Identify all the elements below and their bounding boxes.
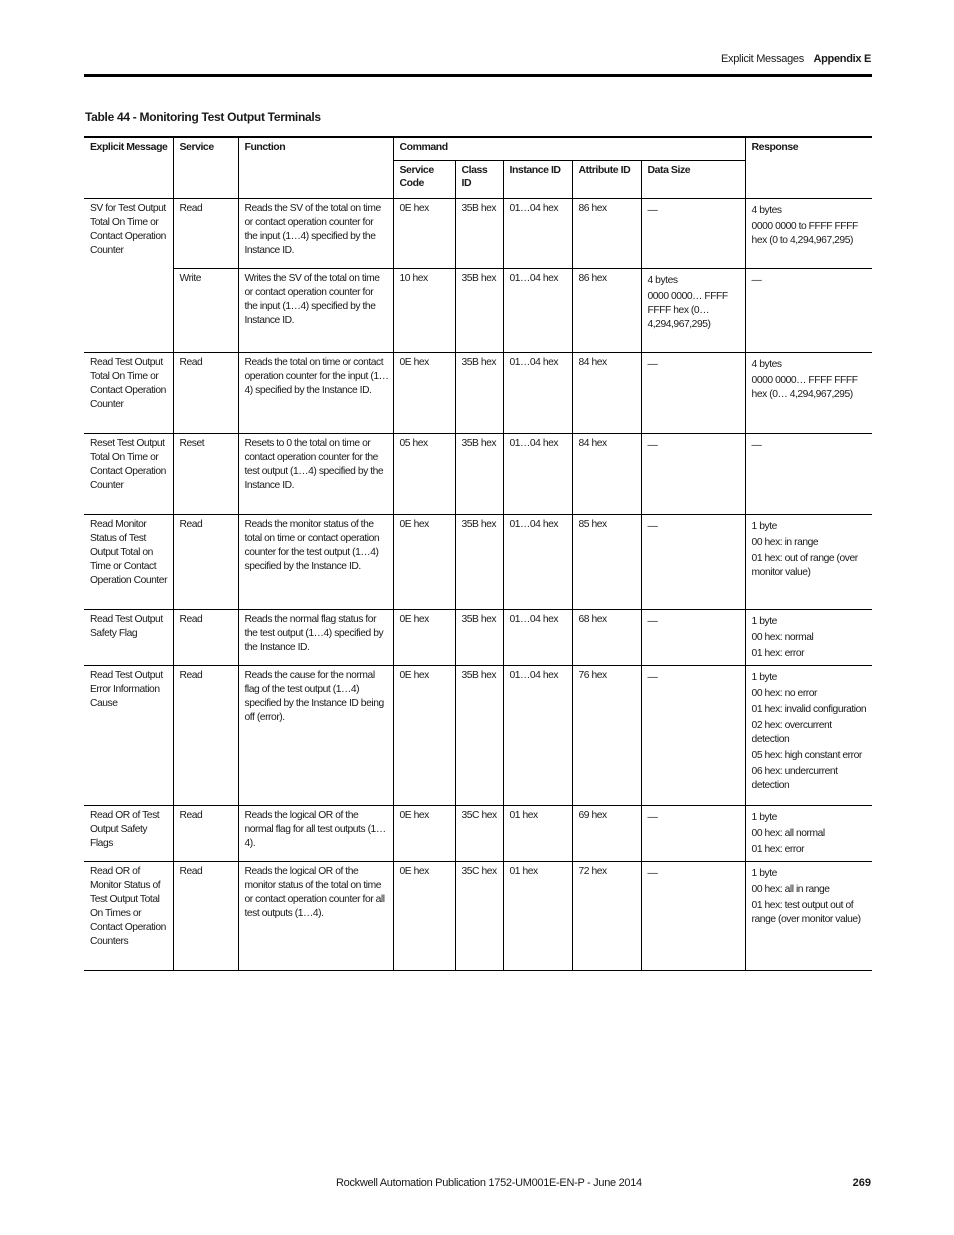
header-response: Response — [745, 137, 872, 199]
cell-data-size — [641, 269, 745, 353]
cell-response — [745, 862, 872, 971]
cell-explicit-message: Read Test Output Safety Flag — [84, 610, 173, 666]
cell-explicit-message: Reset Test Output Total On Time or Contact Operation Counter — [84, 434, 173, 515]
cell-response-line: — — [751, 275, 762, 286]
cell-response-line: 06 hex: undercurrent detection — [751, 766, 838, 791]
cell-response-line: 4 bytes — [751, 205, 782, 216]
cell-function: Reads the cause for the normal flag of the test output (1…4) specified by the Instance ID being off (error). — [238, 666, 393, 806]
cell-response-line: 01 hex: error — [751, 844, 805, 855]
cell-class-id: 35B hex — [455, 610, 503, 666]
cell-attribute-id: 84 hex — [572, 434, 641, 515]
cell-service: Read — [173, 515, 238, 610]
table-row — [84, 353, 872, 434]
cell-data-size-line: 4 bytes — [647, 275, 678, 286]
running-header-appendix: Appendix E — [813, 53, 871, 65]
cell-instance-id: 01…04 hex — [503, 353, 572, 434]
cell-class-id: 35B hex — [455, 269, 503, 353]
cell-instance-id: 01 hex — [503, 862, 572, 971]
cell-function: Reads the SV of the total on time or contact operation counter for the input (1…4) specified by the Instance ID. — [238, 199, 393, 269]
cell-response-line: 01 hex: error — [751, 648, 805, 659]
cell-class-id: 35B hex — [455, 353, 503, 434]
cell-class-id: 35B hex — [455, 515, 503, 610]
cell-service: Read — [173, 862, 238, 971]
header-class-id: Class ID — [455, 161, 503, 199]
cell-explicit-message: SV for Test Output Total On Time or Contact Operation Counter — [84, 199, 173, 353]
cell-service-code: 0E hex — [393, 610, 455, 666]
cell-data-size-line: — — [647, 440, 658, 451]
cell-function: Reads the total on time or contact operation counter for the input (1…4) specified by the Instance ID. — [238, 353, 393, 434]
cell-attribute-id: 76 hex — [572, 666, 641, 806]
cell-service: Read — [173, 806, 238, 862]
cell-function: Reads the monitor status of the total on time or contact operation counter for the test output (1…4) specified by the Instance ID. — [238, 515, 393, 610]
cell-attribute-id: 84 hex — [572, 353, 641, 434]
cell-data-size — [641, 806, 745, 862]
cell-response-line: 1 byte — [751, 521, 777, 532]
table-row — [84, 666, 872, 806]
cell-explicit-message: Read Test Output Error Information Cause — [84, 666, 173, 806]
cell-response-line: 01 hex: invalid configuration — [751, 704, 867, 715]
cell-data-size — [641, 666, 745, 806]
cell-class-id: 35C hex — [455, 806, 503, 862]
cell-data-size-line: — — [647, 812, 658, 823]
cell-response — [745, 666, 872, 806]
cell-service-code: 0E hex — [393, 353, 455, 434]
cell-function: Writes the SV of the total on time or contact operation counter for the input (1…4) specified by the Instance ID. — [238, 269, 393, 353]
table-row — [84, 199, 872, 269]
cell-instance-id: 01…04 hex — [503, 199, 572, 269]
cell-attribute-id: 69 hex — [572, 806, 641, 862]
cell-data-size — [641, 434, 745, 515]
table-row — [84, 610, 872, 666]
cell-response — [745, 515, 872, 610]
cell-data-size — [641, 610, 745, 666]
cell-data-size — [641, 862, 745, 971]
cell-data-size-line: — — [647, 359, 658, 370]
cell-service-code: 0E hex — [393, 862, 455, 971]
table-row — [84, 862, 872, 971]
cell-response-line: 0000 0000… FFFF FFFF hex (0… 4,294,967,295) — [751, 375, 858, 400]
cell-service: Read — [173, 666, 238, 806]
cell-response-line: 01 hex: out of range (over monitor value) — [751, 553, 858, 578]
cell-data-size — [641, 353, 745, 434]
cell-class-id: 35B hex — [455, 666, 503, 806]
table-row — [84, 269, 872, 353]
cell-response — [745, 434, 872, 515]
cell-function: Reads the normal flag status for the test output (1…4) specified by the Instance ID. — [238, 610, 393, 666]
cell-response-line: 1 byte — [751, 672, 777, 683]
cell-service-code: 0E hex — [393, 806, 455, 862]
header-function: Function — [238, 137, 393, 199]
cell-response-line: 1 byte — [751, 616, 777, 627]
table-body — [84, 199, 872, 971]
cell-data-size-line: — — [647, 672, 658, 683]
cell-class-id: 35C hex — [455, 862, 503, 971]
cell-service-code: 05 hex — [393, 434, 455, 515]
cell-response-line: — — [751, 440, 762, 451]
cell-instance-id: 01…04 hex — [503, 515, 572, 610]
cell-explicit-message: Read OR of Monitor Status of Test Output Total On Times or Contact Operation Counters — [84, 862, 173, 971]
cell-data-size — [641, 515, 745, 610]
cell-data-size — [641, 199, 745, 269]
page-number: 269 — [852, 1177, 871, 1189]
cell-data-size-line: — — [647, 616, 658, 627]
cell-response-line: 1 byte — [751, 868, 777, 879]
cell-response — [745, 269, 872, 353]
header-service-code: Service Code — [393, 161, 455, 199]
header-service: Service — [173, 137, 238, 199]
cell-response-line: 00 hex: all in range — [751, 884, 830, 895]
cell-explicit-message: Read Monitor Status of Test Output Total on Time or Contact Operation Counter — [84, 515, 173, 610]
cell-instance-id: 01 hex — [503, 806, 572, 862]
cell-response — [745, 806, 872, 862]
cell-instance-id: 01…04 hex — [503, 610, 572, 666]
cell-service-code: 0E hex — [393, 666, 455, 806]
table-row — [84, 806, 872, 862]
cell-response-line: 00 hex: all normal — [751, 828, 825, 839]
cell-attribute-id: 86 hex — [572, 269, 641, 353]
cell-function: Reads the logical OR of the normal flag for all test outputs (1…4). — [238, 806, 393, 862]
cell-service: Read — [173, 199, 238, 269]
cell-attribute-id: 85 hex — [572, 515, 641, 610]
cell-response — [745, 610, 872, 666]
header-attribute-id: Attribute ID — [572, 161, 641, 199]
cell-response-line: 00 hex: normal — [751, 632, 814, 643]
cell-explicit-message: Read OR of Test Output Safety Flags — [84, 806, 173, 862]
footer-publication: Rockwell Automation Publication 1752-UM001E-EN-P - June 2014 — [336, 1177, 642, 1189]
cell-class-id: 35B hex — [455, 199, 503, 269]
cell-data-size-line: — — [647, 868, 658, 879]
table-row — [84, 434, 872, 515]
cell-response-line: 0000 0000 to FFFF FFFF hex (0 to 4,294,967,295) — [751, 221, 858, 246]
monitoring-test-output-table — [84, 136, 872, 971]
cell-class-id: 35B hex — [455, 434, 503, 515]
cell-attribute-id: 72 hex — [572, 862, 641, 971]
cell-function: Resets to 0 the total on time or contact operation counter for the test output (1…4) specified by the Instance ID. — [238, 434, 393, 515]
header-data-size: Data Size — [641, 161, 745, 199]
cell-instance-id: 01…04 hex — [503, 269, 572, 353]
cell-response-line: 1 byte — [751, 812, 777, 823]
cell-attribute-id: 68 hex — [572, 610, 641, 666]
table-row — [84, 515, 872, 610]
cell-service: Read — [173, 610, 238, 666]
cell-response-line: 00 hex: no error — [751, 688, 818, 699]
cell-response — [745, 353, 872, 434]
cell-response-line: 01 hex: test output out of range (over monitor value) — [751, 900, 861, 925]
cell-data-size-line: 0000 0000… FFFF FFFF hex (0… 4,294,967,295) — [647, 291, 728, 330]
cell-response-line: 05 hex: high constant error — [751, 750, 862, 761]
header-rule — [84, 74, 872, 77]
table-caption: Table 44 - Monitoring Test Output Terminals — [85, 110, 321, 124]
cell-response-line: 02 hex: overcurrent detection — [751, 720, 832, 745]
header-instance-id: Instance ID — [503, 161, 572, 199]
cell-explicit-message: Read Test Output Total On Time or Contact Operation Counter — [84, 353, 173, 434]
cell-instance-id: 01…04 hex — [503, 434, 572, 515]
cell-function: Reads the logical OR of the monitor status of the total on time or contact operation counter for all test outputs (1…4). — [238, 862, 393, 971]
cell-response-line: 00 hex: in range — [751, 537, 819, 548]
running-header-section: Explicit Messages — [721, 53, 804, 65]
cell-service-code: 10 hex — [393, 269, 455, 353]
cell-service: Write — [173, 269, 238, 353]
header-explicit-message: Explicit Message — [84, 137, 173, 199]
cell-data-size-line: — — [647, 521, 658, 532]
cell-data-size-line: — — [647, 205, 658, 216]
cell-response-line: 4 bytes — [751, 359, 782, 370]
cell-service: Reset — [173, 434, 238, 515]
cell-instance-id: 01…04 hex — [503, 666, 572, 806]
cell-service-code: 0E hex — [393, 515, 455, 610]
cell-attribute-id: 86 hex — [572, 199, 641, 269]
cell-response — [745, 199, 872, 269]
cell-service: Read — [173, 353, 238, 434]
header-command: Command — [393, 137, 745, 161]
cell-service-code: 0E hex — [393, 199, 455, 269]
